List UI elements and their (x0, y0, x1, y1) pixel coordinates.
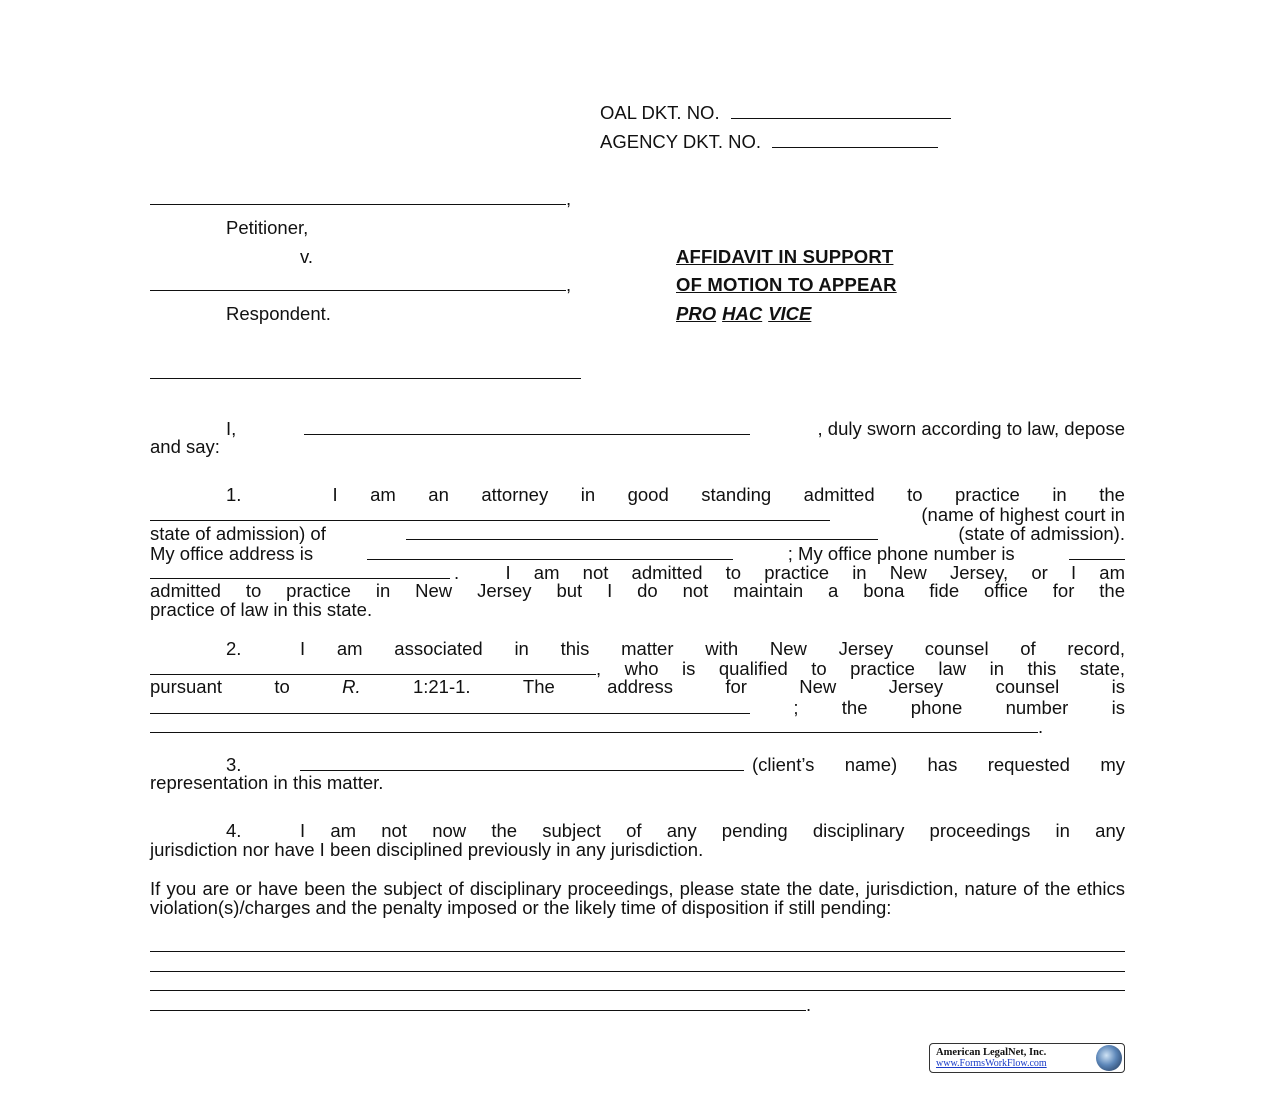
p2-line1-text: I am associated in this matter with New Jersey counsel of record, (300, 638, 1125, 659)
p2-word: The (522, 676, 555, 698)
title-pro: PRO (676, 303, 717, 324)
petitioner-name-line (150, 188, 571, 210)
p1-word: in (580, 484, 596, 505)
p2-word: counsel (995, 676, 1060, 698)
p4-line2-text: jurisdiction nor have I been disciplined previously in any jurisdiction. (150, 839, 704, 861)
highest-court-field[interactable] (150, 504, 830, 521)
affiant-name-field[interactable] (304, 418, 750, 435)
p2-rule-reference: R. (342, 676, 361, 698)
state-of-admission-field[interactable] (406, 523, 878, 540)
p1-word: good (627, 484, 669, 505)
american-legalnet-logo (929, 1043, 1125, 1073)
paragraph-3 (150, 754, 1125, 792)
office-phone-field-start[interactable] (1069, 543, 1125, 560)
document-title-line2: OF MOTION TO APPEAR (676, 274, 897, 295)
oal-docket-label: OAL DKT. NO. (600, 102, 720, 123)
oal-docket-field[interactable] (731, 102, 951, 119)
disciplinary-instructions: If you are or have been the subject of disciplinary proceedings, please state the date, jurisdiction, nature of the ethics violation(s)/charges and the penalty imposed or the likely time of disposition if still pending: (150, 878, 1125, 919)
nj-counsel-phone-field[interactable] (150, 716, 1038, 733)
p1-line6-text: admitted to practice in New Jersey but I do not maintain a bona fide office for the (150, 579, 1125, 601)
office-address-field[interactable] (367, 543, 733, 560)
p1-word: in (1052, 484, 1067, 505)
p1-line4-b: ; My office phone number is (787, 542, 1015, 564)
p5-end: . (806, 994, 812, 1015)
document-title-line3 (676, 303, 817, 325)
p2-word: the (841, 696, 868, 718)
title-vice: VICE (768, 303, 812, 324)
p2-word: phone (910, 696, 963, 718)
p1-line2-text: (name of highest court in (921, 504, 1125, 526)
p3-number: 3. (226, 754, 242, 775)
petitioner-label: Petitioner, (226, 217, 309, 238)
agency-docket-label: AGENCY DKT. NO. (600, 131, 762, 152)
nj-counsel-name-field[interactable] (150, 658, 596, 675)
p2-word: for (725, 676, 747, 698)
p2-word: address (607, 676, 673, 698)
respondent-comma: , (566, 274, 572, 295)
paragraph-2 (150, 639, 1125, 735)
p2-word: is (1111, 676, 1125, 698)
disciplinary-details-line-3[interactable] (150, 990, 1125, 991)
p3-line1-text: (client’s name) has requested my (752, 754, 1125, 775)
respondent-name-line (150, 274, 571, 296)
intro-suffix: , duly sworn according to law, depose (817, 418, 1125, 439)
logo-company-name: American LegalNet, Inc. (936, 1047, 1047, 1058)
p2-word: 1:21-1. (412, 676, 471, 698)
paragraph-4 (150, 821, 1125, 859)
p1-word: admitted (803, 484, 875, 505)
intro-line2: and say: (150, 436, 220, 458)
logo-url-link[interactable]: www.FormsWorkFlow.com (936, 1058, 1047, 1069)
globe-icon (1096, 1045, 1122, 1071)
p1-line7-text: practice of law in this state. (150, 599, 373, 621)
p1-word: practice (955, 484, 1020, 505)
title-hac: HAC (722, 303, 763, 324)
p1-line3-b: (state of admission). (958, 523, 1125, 545)
p2-line5-end: . (1038, 715, 1044, 737)
caption-divider (150, 378, 581, 379)
intro-prefix: I, (226, 418, 237, 439)
client-name-field[interactable] (300, 754, 744, 771)
p1-word: I (332, 484, 338, 505)
p2-word: New (799, 676, 837, 698)
p1-word: attorney (481, 484, 549, 505)
p1-word: am (370, 484, 396, 505)
p4-number: 4. (226, 820, 242, 841)
p1-word: the (1099, 484, 1125, 505)
nj-counsel-address-field[interactable] (150, 697, 750, 714)
petitioner-comma: , (566, 188, 572, 209)
agency-docket-field[interactable] (772, 131, 938, 148)
p1-line4-a: My office address is (150, 542, 314, 564)
p1-number: 1. (226, 484, 242, 505)
p1-word: an (428, 484, 449, 505)
disciplinary-details-line-1[interactable] (150, 951, 1125, 952)
p1-line5-text: . I am not admitted to practice in New Jersey, or I am (454, 561, 1125, 583)
office-phone-field[interactable] (150, 562, 450, 579)
p1-word: to (907, 484, 923, 505)
disciplinary-details-line-2[interactable] (150, 971, 1125, 972)
p2-word: is (1111, 696, 1125, 718)
oal-docket-line (600, 102, 951, 124)
agency-docket-line (600, 131, 938, 153)
disciplinary-details-line-4-wrap (150, 994, 811, 1016)
petitioner-name-field[interactable] (150, 188, 566, 205)
disciplinary-details-line-4[interactable] (150, 994, 806, 1011)
respondent-label: Respondent. (226, 303, 331, 324)
p1-line3-a: state of admission) of (150, 523, 326, 545)
p2-word: pursuant (150, 676, 222, 698)
versus-label: v. (300, 246, 314, 267)
p2-word: to (274, 676, 290, 698)
p2-word: ; (793, 696, 799, 718)
respondent-name-field[interactable] (150, 274, 566, 291)
p1-word: standing (701, 484, 772, 505)
p3-line2-text: representation in this matter. (150, 772, 384, 794)
p2-word: Jersey (888, 676, 944, 698)
p2-line2-text: , who is qualified to practice law in this state, (596, 658, 1125, 680)
document-title-line1: AFFIDAVIT IN SUPPORT (676, 246, 894, 267)
intro-paragraph (150, 418, 1125, 456)
p4-line1-text: I am not now the subject of any pending disciplinary proceedings in any (300, 820, 1125, 841)
p2-word: number (1005, 696, 1069, 718)
p2-number: 2. (226, 638, 242, 659)
paragraph-1 (150, 485, 1125, 619)
